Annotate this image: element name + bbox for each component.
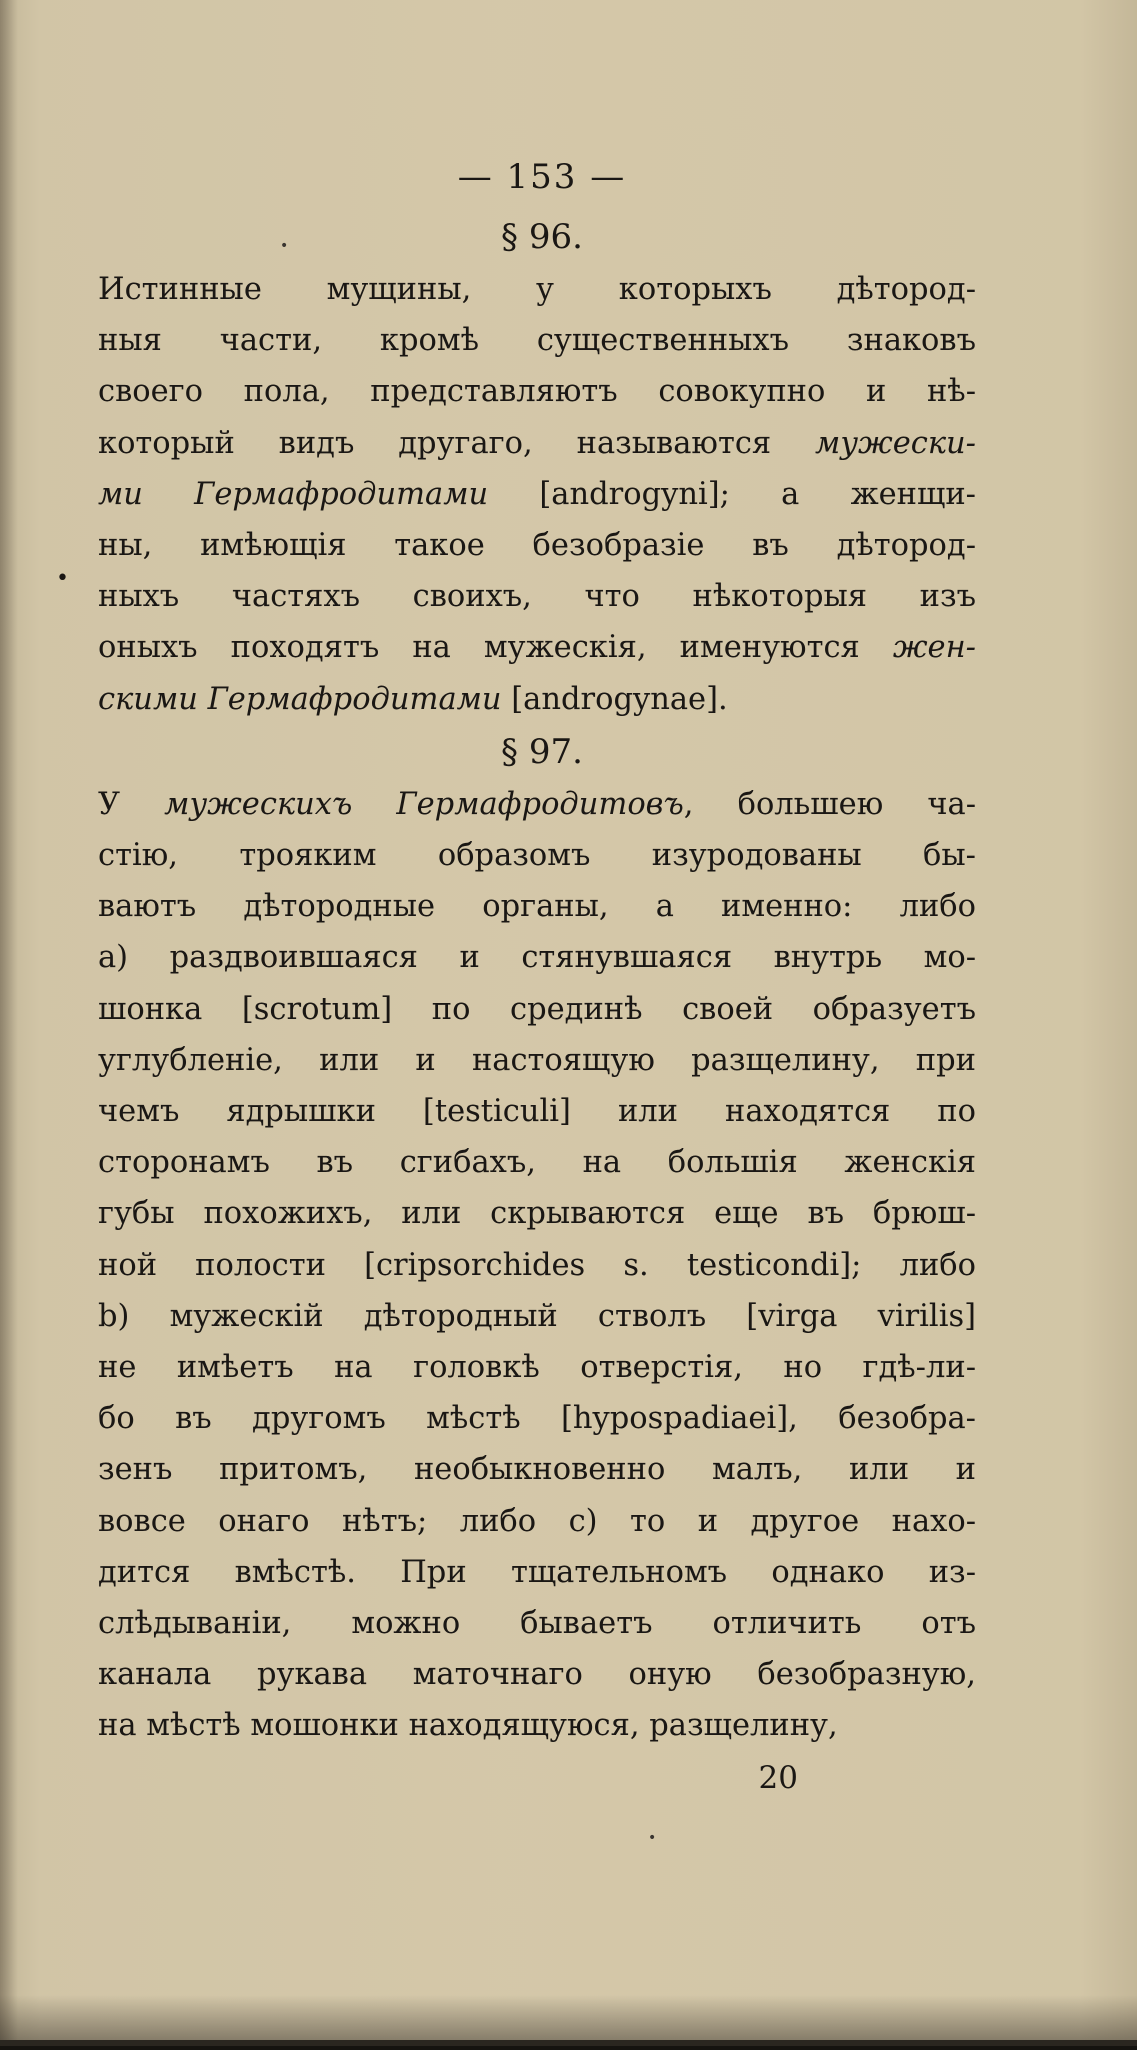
text-run: шонка [scrotum] по срединѣ своей образуетъ (98, 991, 976, 1027)
paragraph (98, 779, 976, 1752)
sections-container (98, 210, 976, 1752)
text-line (98, 1240, 976, 1291)
signature-mark: 20 (758, 1759, 798, 1796)
page-number: — 153 — (457, 157, 627, 197)
text-line (98, 1700, 976, 1751)
text-line (98, 779, 976, 830)
text-run: сторонамъ въ сгибахъ, на большія женскія (98, 1145, 976, 1181)
text-line (98, 1137, 976, 1188)
text-line (98, 315, 976, 366)
page-bottom-edge (0, 1995, 1137, 2040)
text-line (98, 830, 976, 881)
text-line (98, 1393, 976, 1444)
text-run: углубленіе, или и настоящую разщелину, при (98, 1042, 976, 1078)
italic-term: скими Гермафродитами (98, 681, 502, 717)
text-line (98, 1598, 976, 1649)
text-line (98, 984, 976, 1035)
text-line (98, 932, 976, 983)
text-run: бо въ другомъ мѣстѣ [hypospadiaei], безобра- (98, 1401, 976, 1437)
text-run: вовсе онаго нѣтъ; либо c) то и другое нахо- (98, 1503, 976, 1539)
text-run: ныя части, кромѣ существенныхъ знаковъ (98, 323, 976, 359)
text-line (98, 1496, 976, 1547)
text-run: оныхъ походятъ на мужескія, именуются (98, 630, 893, 666)
text-run: канала рукава маточнаго оную безобразную, (98, 1657, 976, 1693)
text-line (98, 1342, 976, 1393)
ink-speck: • (648, 1830, 657, 1846)
text-line (98, 1035, 976, 1086)
text-line (98, 366, 976, 417)
italic-term: жен- (892, 630, 976, 666)
text-run: ныхъ частяхъ своихъ, что нѣкоторыя изъ (98, 579, 976, 615)
text-run: ны, имѣющія такое безобразіе въ дѣтород- (98, 528, 976, 564)
text-run: У (98, 786, 165, 822)
text-run: дится вмѣстѣ. При тщательномъ однако из- (98, 1554, 976, 1590)
page-text (98, 152, 976, 1802)
text-line (98, 622, 976, 673)
text-line (98, 571, 976, 622)
gutter-shadow (0, 0, 18, 2040)
italic-term: мужескихъ Гермафродитовъ (164, 786, 684, 822)
text-run: который видъ другаго, называются (98, 425, 816, 461)
ink-speck: • (280, 238, 289, 254)
text-run: чемъ ядрышки [testiculi] или находятся по (98, 1094, 976, 1130)
text-run: своего пола, представляютъ совокупно и нѣ- (98, 374, 976, 410)
text-line (98, 674, 976, 725)
text-line (98, 881, 976, 932)
italic-term: ми Гермафродитами (98, 476, 489, 512)
margin-mark: • (56, 566, 69, 591)
text-line (98, 520, 976, 571)
text-line (98, 1649, 976, 1700)
text-run: b) мужескій дѣтородный стволъ [virga virilis] (98, 1298, 976, 1334)
text-run: Истинные мущины, у которыхъ дѣтород- (98, 272, 976, 307)
text-run: ной полости [cripsorchides s. testicondi]; либо (98, 1247, 976, 1283)
text-line (98, 1444, 976, 1495)
text-run: зенъ притомъ, необыкновенно малъ, или и (98, 1452, 976, 1488)
section-heading: § 96. (501, 217, 583, 257)
italic-term: мужески- (815, 425, 976, 461)
text-run: , большею ча- (683, 786, 976, 822)
text-run: a) раздвоившаяся и стянувшаяся внутрь мо- (98, 940, 976, 976)
text-line (98, 1291, 976, 1342)
text-run: губы похожихъ, или скрываются еще въ брюш- (98, 1196, 976, 1232)
text-line (98, 264, 976, 315)
text-line (98, 1547, 976, 1598)
paragraph (98, 264, 976, 725)
text-run: на мѣстѣ мошонки находящуюся, разщелину, (98, 1708, 838, 1744)
text-run: [androgynae]. (501, 681, 728, 717)
text-run: не имѣетъ на головкѣ отверстія, но гдѣ-ли- (98, 1350, 976, 1386)
text-run: [androgyni]; а женщи- (488, 476, 976, 512)
text-line (98, 469, 976, 520)
text-run: ваютъ дѣтородные органы, а именно: либо (98, 889, 976, 925)
text-run: стію, трояким образомъ изуродованы бы- (98, 838, 976, 874)
text-line (98, 1086, 976, 1137)
text-run: слѣдываніи, можно бываетъ отличить отъ (98, 1606, 976, 1642)
section-heading: § 97. (501, 731, 583, 772)
text-line (98, 1188, 976, 1239)
text-line (98, 418, 976, 469)
